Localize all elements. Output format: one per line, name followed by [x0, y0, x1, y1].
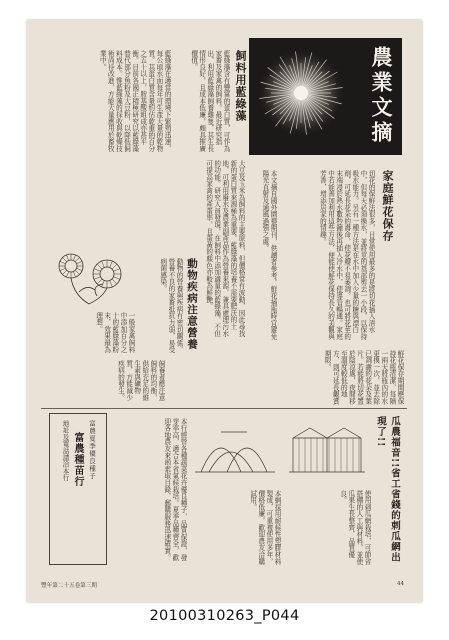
article-title-flower: 家庭鮮花保存 [381, 170, 394, 242]
body-text-block: 大豆及玉米為飼料的主要原料，但價格常有波動，因此尋找新的蛋白質來源極為重要。藍綠藻的培養不需要肥沃的土地，可利用廢水及農業副產品作為營養來源，兼具處理污水的功能。研究人員發現，在飼料中添加適量的藍綠藻，不但可提高家禽的產蛋率，且蛋黃的顏色亦較為鮮艷。 [204, 160, 245, 337]
banner-photo [249, 38, 402, 155]
body-text-block: 一般家禽飼料中添加百分之十的藍綠藻粉末，效果最為理想。 [94, 312, 135, 353]
ad-address: 地址及電話請洽本行 [61, 420, 69, 482]
body-text-block: 本文摘自國外園藝期刊，供讀者參考。鮮花插瓶時宜避免陽光直射及通風過強之處。 [260, 170, 277, 340]
image-caption: 20100310263_P044 [149, 608, 300, 624]
banner-title: 農業文摘 [369, 46, 393, 146]
body-text-block: 使用刺瓜網栽培，可節省搭棚的人工與材料，並使瓜果生長整齊，品質優良。 [338, 490, 371, 565]
chrysanthemum-illustration-icon [49, 238, 137, 308]
body-text-block: 飼養者應注意飼料的均衡，供給充足的維生素與礦物質，方能減少疾病的發生。 [116, 360, 165, 401]
section-divider [41, 408, 407, 409]
body-text-block: 本行經營各種蔬菜花卉優良種子，品質保證，發芽率高，適合本省氣候栽培。夏季品種齊全，歡迎各地農友來函索取目錄，郵購服務迅速確實。 [162, 418, 187, 561]
arch-diagram-icon [191, 418, 279, 482]
ad-subtitle: 富農夏季優良種子 [88, 420, 96, 480]
footer-issue: 豐年第二十五卷第三期 [41, 583, 97, 589]
ad-title: 富農種苗行 [72, 432, 83, 487]
page-number: 44 [397, 581, 405, 587]
body-text-block: 切花的保鮮法很多，日常使用最多的是將切花插入清水中，但每天必須換水，並將莖的基部剪去一小段，以保持吸水能力。另有一種方法是在水中加入少量的糖與漂白劑，可延長花朵的壽命，使花瓣不易萎凋。也可將花莖的末端浸於熱水數秒鐘後再插入冷水中，使導管暢通。家庭中若能善加利用這些方法，便能使鮮花保持長久的美觀與芳香，增添居家的情趣。 [318, 170, 375, 340]
body-text-block: 動物的營養與疾病有密切關係，營養不良的家畜抵抗力弱，易受病菌感染。 [158, 258, 183, 354]
body-text-block: 藍綠藻在適當的環境下繁殖迅速，每公頃水面每年可生產大量的乾物質。其蛋白質含量約佔乾重的百分之五十以上，胺基酸組成亦甚平衡。目前各國正積極研究以藍綠藻替代部分魚粉及大豆粉，以降低飼料成本。惟藍綠藻的採收與乾燥技術尚待改進，方能大量應用於畜牧業中。 [98, 50, 171, 152]
article-title-melon: 瓜農福音!!省工省錢的刺瓜網出現了!! [375, 416, 400, 563]
body-text-block: 本網採用耐候性塑膠材料製成，可重複使用多年，價格低廉，歡迎農友洽購試用。 [248, 490, 281, 565]
magazine-page [27, 20, 422, 602]
body-text-block: 鮮花保存期間應保持花瓶清潔，每隔一兩天將瓶內的水更換一次，並去除已凋謝的花朵及葉片。若能將切花置於陰涼處，夜間移至溫度較低的地方，則可延長觀賞期限。 [323, 350, 404, 405]
body-text-block: 藍綠藻含有豐富的蛋白質，可作為家畜及家禽的飼料。最近研究指出，利用藍綠藻飼養雞隻，其生長情形良好，且成本低廉，頗具推廣價值。 [189, 50, 230, 152]
article-title-animal: 動物疾病注意營養 [186, 258, 198, 350]
trellis-diagram-icon [285, 418, 369, 482]
article-title-algae: 飼料用藍綠藻 [234, 50, 247, 122]
advertisement-box [49, 413, 107, 565]
